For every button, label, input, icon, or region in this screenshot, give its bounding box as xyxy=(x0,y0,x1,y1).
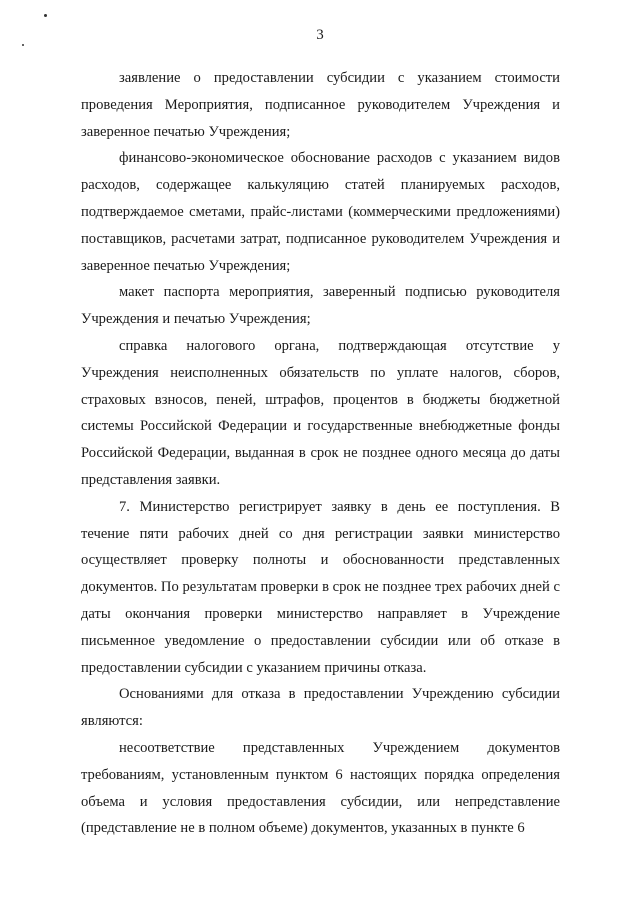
page-number: 3 xyxy=(316,27,324,43)
document-body xyxy=(81,65,560,842)
paragraph-nonconformity: несоответствие представленных Учреждением документов требованиям, установленным пунктом 6 настоящих порядка определения объема и условия предоставления субсидии, или непредставление (представление не в полном объеме) документов, указанных в пункте 6 xyxy=(81,739,560,837)
paragraph-application-statement: заявление о предоставлении субсидии с указанием стоимости проведения Мероприятия, подписанное руководителем Учреждения и заверенное печатью Учреждения; xyxy=(81,70,560,140)
paragraph-tax-certificate: справка налогового органа, подтверждающая отсутствие у Учреждения неисполненных обязательств по уплате налогов, сборов, страховых взносов, пеней, штрафов, процентов в бюджеты бюджетной системы Российской Федерации и государственные внебюджетные фонды Российской Федерации, выданная в срок не позднее одного месяца до даты представления заявки. xyxy=(81,337,560,488)
scan-speck xyxy=(44,14,47,17)
paragraph-event-passport: макет паспорта мероприятия, заверенный подписью руководителя Учреждения и печатью Учреждения; xyxy=(81,284,560,328)
paragraph-financial-justification: финансово-экономическое обоснование расходов с указанием видов расходов, содержащее калькуляцию статей планируемых расходов, подтверждаемое сметами, прайс-листами (коммерческими предложениями) поставщиков, расчетами затрат, подписанное руководителем Учреждения и заверенное печатью Учреждения; xyxy=(81,150,560,274)
paragraph-clause-7: 7. Министерство регистрирует заявку в день ее поступления. В течение пяти рабочих дней со дня регистрации заявки министерство осуществляет проверку полноты и обоснованности представленных документов. По результатам проверки в срок не позднее трех рабочих дней с даты окончания проверки министерство направляет в Учреждение письменное уведомление о предоставлении субсидии или об отказе в предоставлении субсидии с указанием причины отказа. xyxy=(81,498,560,676)
paragraph-refusal-grounds: Основаниями для отказа в предоставлении Учреждению субсидии являются: xyxy=(81,686,560,730)
scan-speck xyxy=(22,44,24,46)
